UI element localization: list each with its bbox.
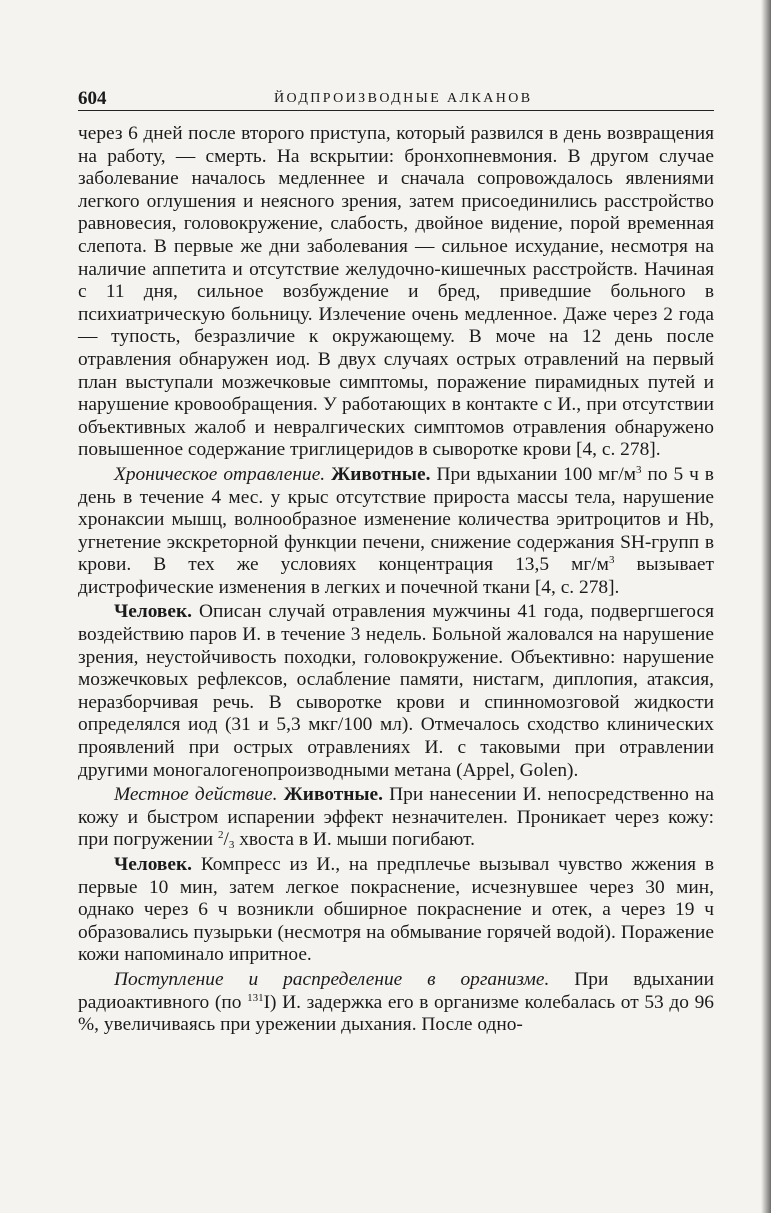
subject-animals: Животные. [283, 784, 384, 806]
paragraph-distribution [78, 969, 714, 1037]
local-text-2: хвоста в И. мыши погибают. [239, 829, 475, 851]
chronic-text-1: При вдыхании 100 мг/м [436, 463, 637, 485]
book-page [78, 86, 714, 1037]
paragraph-human-compress [78, 854, 714, 967]
page-number: 604 [78, 88, 107, 109]
paragraph-local-action: Местное действие. Животные. При нанесении И. непосредственно на кожу и быстром испарении эффект незначителен. Проникает через кожу: при погружении $^2/_3$ хвоста в И. мыши погибают. [78, 784, 714, 852]
paragraph-human-case [78, 601, 714, 782]
fraction-numerator: 2 [217, 829, 224, 842]
section-heading-chronic: Хроническое отравление. [114, 463, 326, 485]
section-heading-distribution: Поступление и распределение в организме. [114, 968, 550, 990]
chronic-text-3: вызывает дистрофические изменения в легких и почечной ткани [4, с. 278]. [78, 554, 714, 598]
isotope-mass-number: 131 [247, 991, 264, 1004]
section-heading-local: Местное действие. [114, 784, 278, 806]
fraction-denominator: 3 [228, 839, 235, 852]
compress-text: Компресс из И., на предплечье вызывал чувство жжения в первые 10 мин, затем легкое покраснение, исчезнувшее через 30 мин, однако через 6 ч возникли обширное покраснение и отек, а через 19 ч образовались пузырьки (несмотря на обмывание горячей водой). Поражение кожи напоминало ипритное. [78, 854, 714, 966]
superscript-cubic: 3 [636, 463, 642, 476]
page-edge-shadow [761, 0, 771, 1213]
distribution-text-2: I) И. задержка его в организме колебалась от 53 до 96 %, увеличиваясь при урежении дыхания. После одно- [78, 991, 714, 1036]
paragraph-acute-case-continued: через 6 дней после второго приступа, который развился в день возвращения на работу, — смерть. На вскрытии: бронхопневмония. В другом случае заболевание началось медленнее и сначала сопровождалось явлениями легкого оглушения и неясного зрения, затем присоединились расстройство равновесия, головокружение, слабость, двойное видение, порой временная слепота. В первые же дни заболевания — сильное исхудание, несмотря на наличие аппетита и отсутствие желудочно-кишечных расстройств. Начиная с 11 дня, сильное возбуждение и бред, приведшие больного в психиатрическую больницу. Излечение очень медленное. Даже через 2 года — тупость, безразличие к окружающему. В моче на 12 день после отравления обнаружен иод. В двух случаях острых отравлений на первый план выступали мозжечковые симптомы, поражение пирамидных путей и нарушение кровообращения. У работающих в контакте с И., при отсутствии объективных жалоб и невралгических симптомов отравления обнаружено повышенное содержание триглицеридов в сыворотке крови [4, с. 278]. [78, 123, 714, 461]
superscript-cubic: 3 [608, 554, 615, 567]
running-title: ЙОДПРОИЗВОДНЫЕ АЛКАНОВ [274, 91, 533, 106]
paragraph-chronic-poisoning [78, 464, 714, 600]
human-case-text: Описан случай отравления мужчины 41 года, подвергшегося воздействию паров И. в течение 3 недель. Больной жаловался на нарушение зрения, неустойчивость походки, головокружение. Объективно: нарушение мозжечковых рефлексов, ослабление памяти, нистагм, диплопия, атаксия, неразборчивая речь. В сыворотке крови и спинномозговой жидкости определялся иод (31 и 5,3 мкг/100 мл). Отмечалось сходство клинических проявлений при острых отравлениях И. с таковыми при отравлении другими моногалогенопроизводными метана (Appel, Golen). [78, 601, 714, 781]
subject-human: Человек. [114, 854, 193, 875]
page-header [78, 86, 714, 111]
subject-human: Человек. [114, 601, 193, 623]
distribution-text-1: При вдыхании радиоактивного (по [78, 968, 714, 1013]
subject-animals: Животные. [331, 463, 431, 485]
local-text-1: При нанесении И. непосредственно на кожу и быстром испарении эффект незначителен. Проникает через кожу: при погружении [78, 784, 714, 851]
chronic-text-2: по 5 ч в день в течение 4 мес. у крыс отсутствие прироста массы тела, нарушение хронаксии мышц, волнообразное изменение количества эритроцитов и Hb, угнетение экскреторной функции печени, снижение содержания SH-групп в крови. В тех же условиях концентрация 13,5 мг/м [78, 463, 714, 576]
